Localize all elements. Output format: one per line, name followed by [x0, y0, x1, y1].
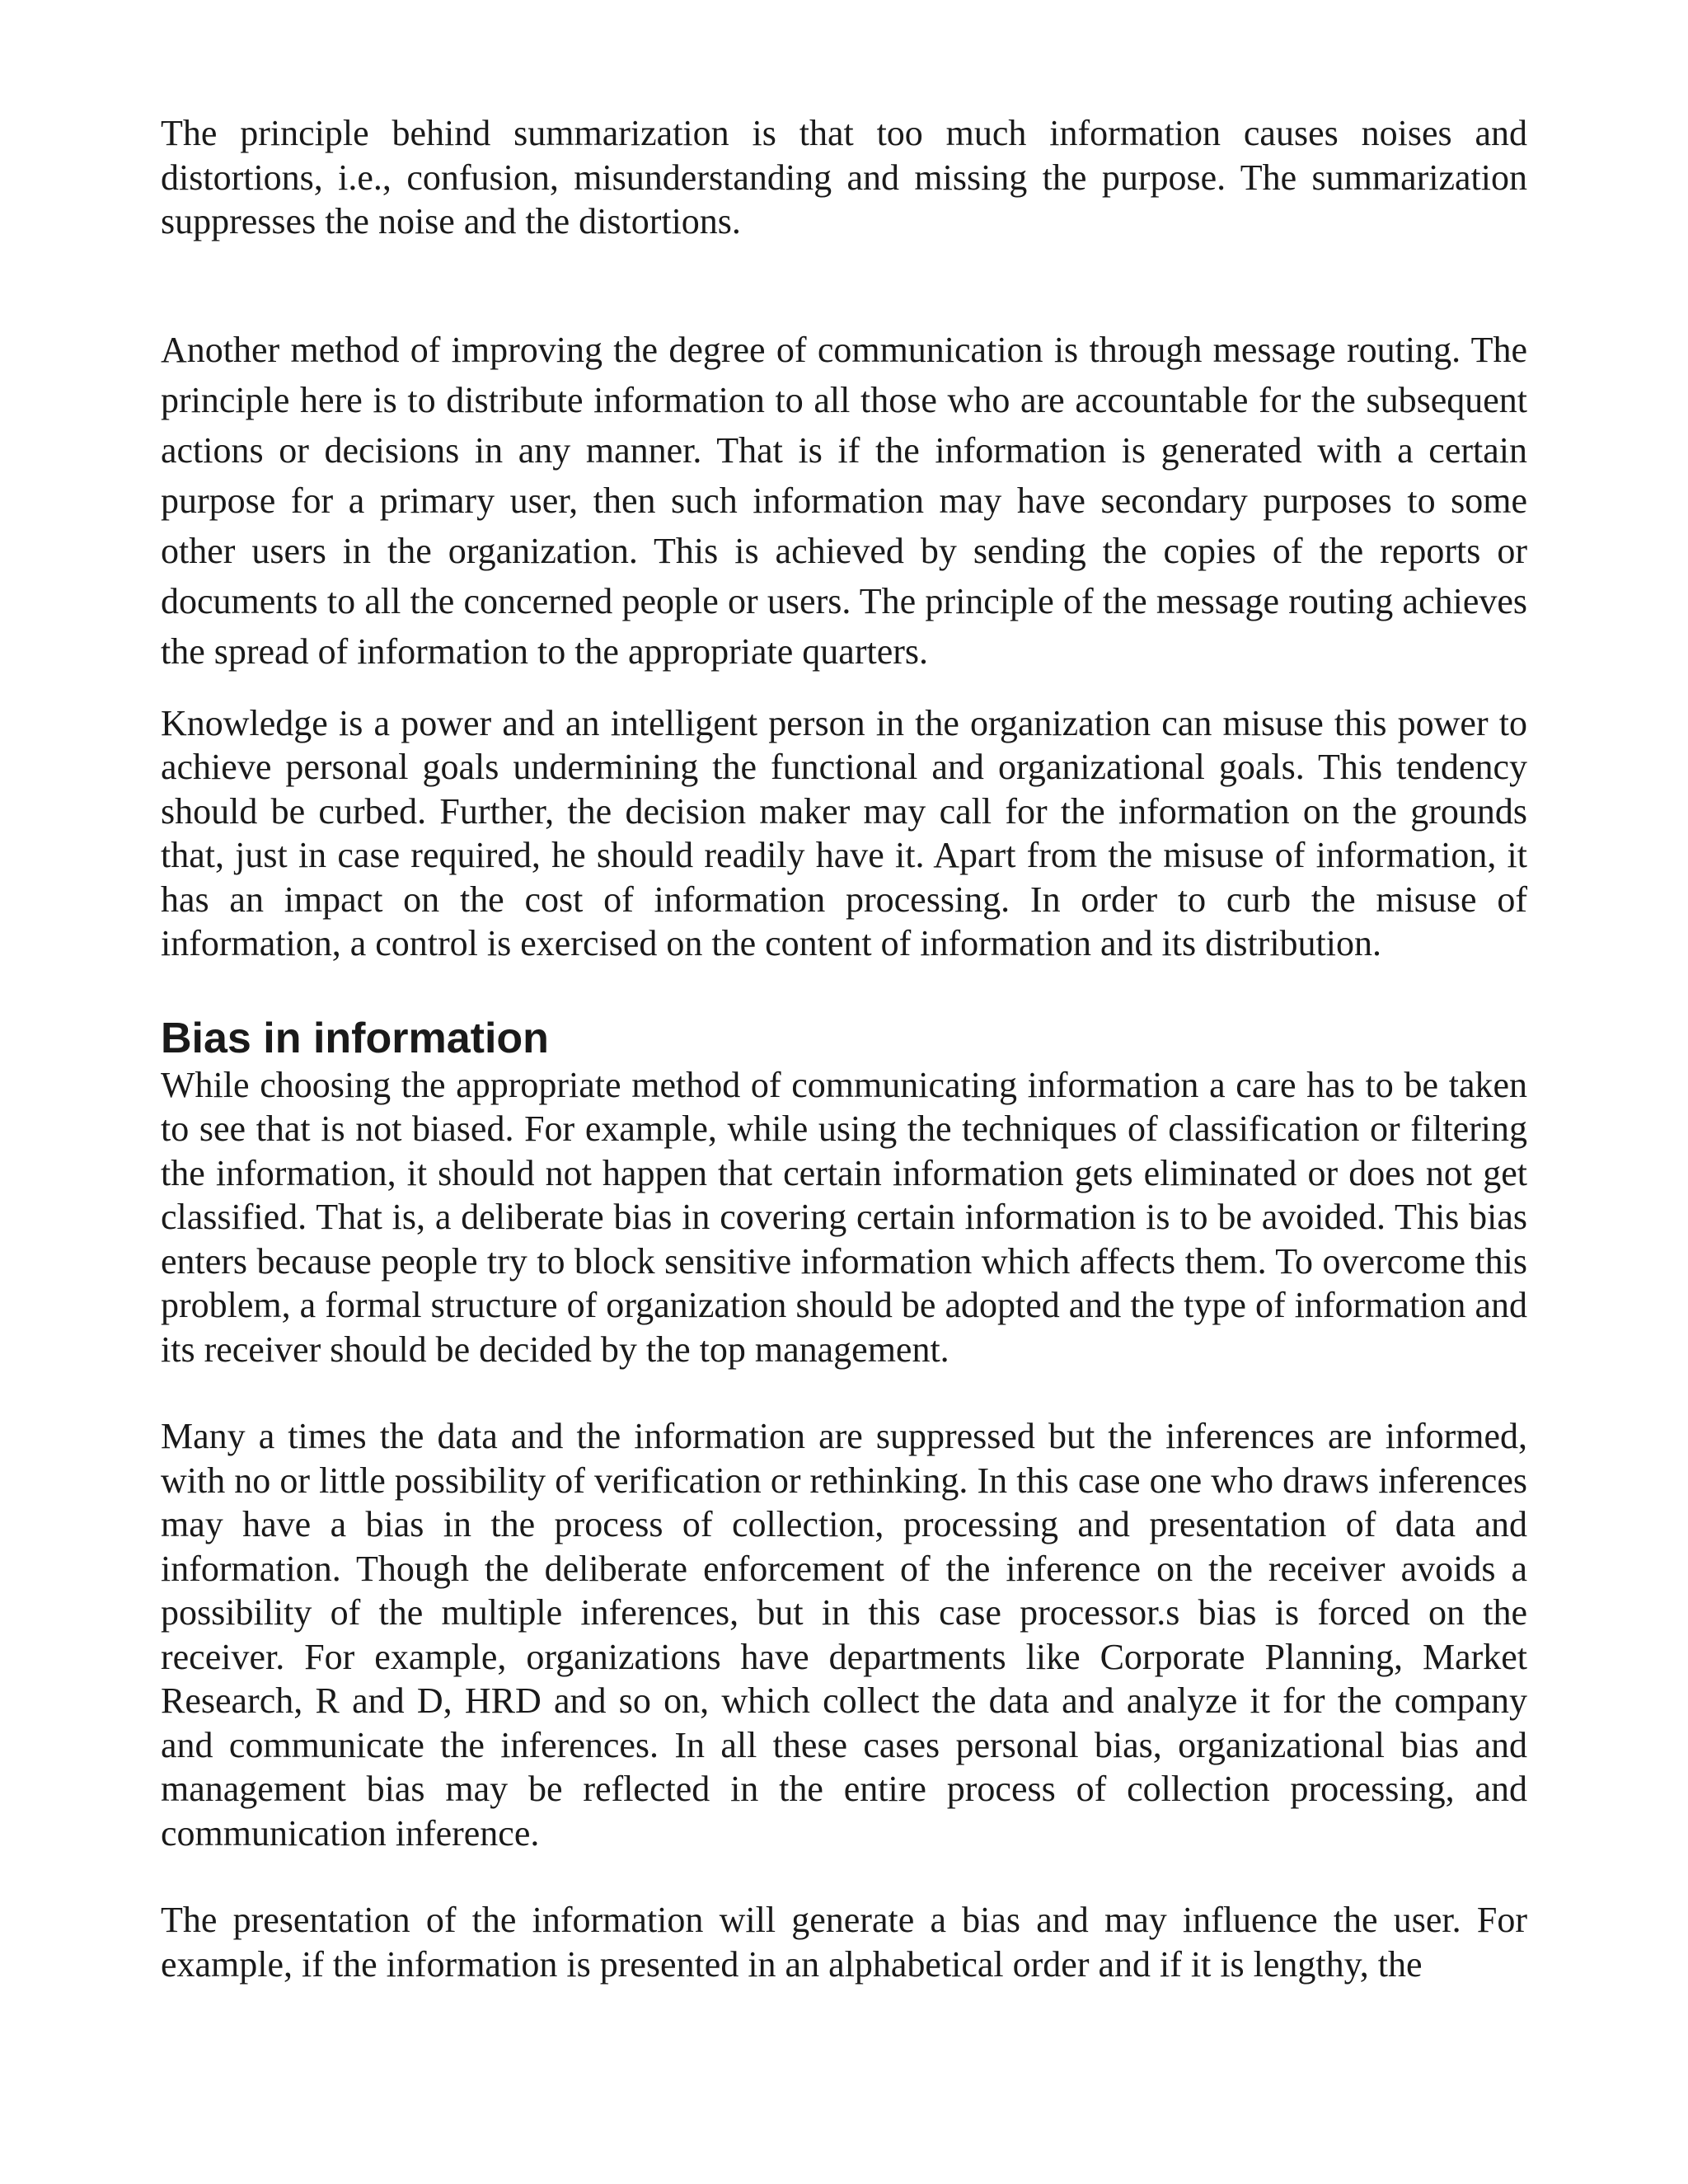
paragraph-inferences: Many a times the data and the information are suppressed but the inferences are informed, with no or little possibility of verification or rethinking. In this case one who draws inferences may have a bias in the process of collection, processing and presentation of data and information. Though the deliberate enforcement of the inference on the receiver avoids a possibility of the multiple inferences, but in this case processor.s bias is forced on the receiver. For example, organizations have departments like Corporate Planning, Market Research, R and D, HRD and so on, which collect the data and analyze it for the company and communicate the inferences. In all these cases personal bias, organizational bias and management bias may be reflected in the entire process of collection processing, and communication inference. [161, 1416, 1527, 1854]
paragraph-knowledge-power: Knowledge is a power and an intelligent person in the organization can misuse this power to achieve personal goals undermining the functional and organizational goals. This tendency should be curbed. Further, the decision maker may call for the information on the grounds that, just in case required, he should readily have it. Apart from the misuse of information, it has an impact on the cost of information processing. In order to curb the misuse of information, a control is exercised on the content of information and its distribution. [161, 702, 1527, 963]
paragraph-bias-method: While choosing the appropriate method of communicating information a care has to be taken to see that is not biased. For example, while using the techniques of classification or filtering the information, it should not happen that certain information gets eliminated or does not get classified. That is, a deliberate bias in covering certain information is to be avoided. This bias enters because people try to block sensitive information which affects them. To overcome this problem, a formal structure of organization should be adopted and the type of information and its receiver should be decided by the top management. [161, 1064, 1527, 1370]
document-page [161, 111, 1527, 1986]
paragraph-message-routing: Another method of improving the degree of communication is through message routing. The principle here is to distribute information to all those who are accountable for the subsequent actions or decisions in any manner. That is if the information is generated with a certain purpose for a primary user, then such information may have secondary purposes to some other users in the organization. This is achieved by sending the copies of the reports or documents to all the concerned people or users. The principle of the message routing achieves the spread of information to the appropriate quarters. [161, 329, 1527, 672]
section-heading-bias: Bias in information [161, 1014, 549, 1062]
paragraph-summarization: The principle behind summarization is that too much information causes noises and distortions, i.e., confusion, misunderstanding and missing the purpose. The summarization suppresses the noise and the distortions. [161, 113, 1527, 241]
paragraph-presentation: The presentation of the information will generate a bias and may influence the user. For example, if the information is presented in an alphabetical order and if it is lengthy, the [161, 1900, 1527, 1985]
